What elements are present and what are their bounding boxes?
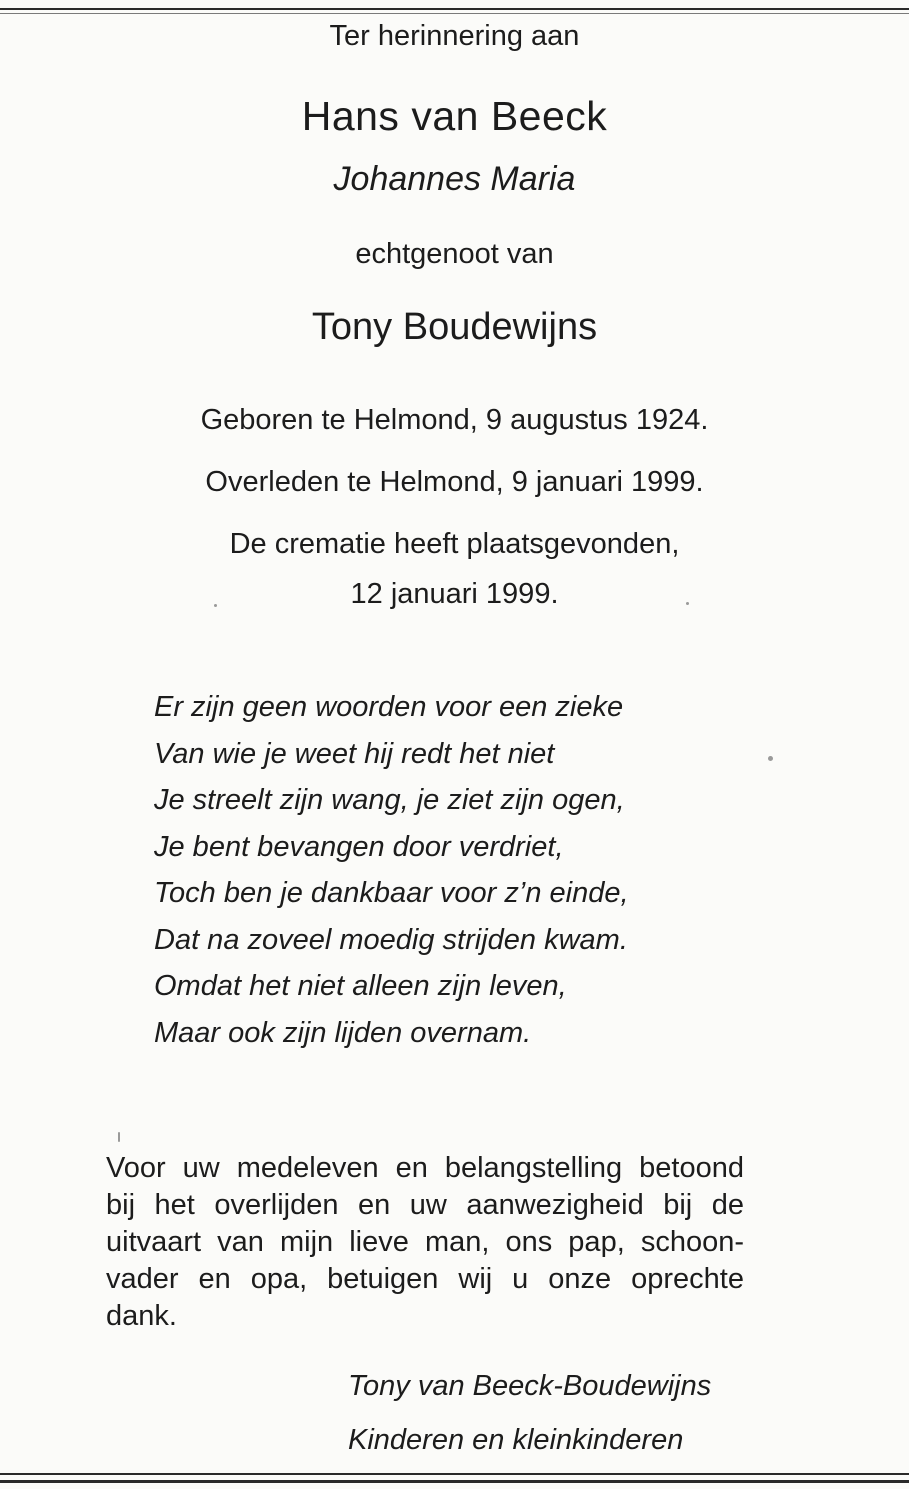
thanks-line: uitvaart van mijn lieve man, ons pap, schoon- (106, 1226, 744, 1258)
cremation-date: 12 januari 1999. (350, 578, 559, 610)
birth-line: Geboren te Helmond, 9 augustus 1924. (200, 404, 709, 436)
poem-line: Dat na zoveel moedig strijden kwam. (154, 923, 628, 956)
signature-family: Kinderen en kleinkinderen (348, 1424, 684, 1456)
poem (154, 684, 629, 1056)
thanks-line: dank. (106, 1300, 177, 1332)
spouse-label: echtgenoot van (355, 238, 554, 270)
scan-speck (214, 604, 217, 607)
signature-spouse: Tony van Beeck-Boudewijns (348, 1370, 712, 1402)
thank-you-paragraph (106, 1150, 744, 1335)
poem-line: Van wie je weet hij redt het niet (154, 737, 555, 770)
deceased-name: Hans van Beeck (301, 93, 608, 139)
scan-speck (686, 602, 689, 605)
poem-line: Er zijn geen woorden voor een zieke (154, 691, 624, 723)
top-border-rule-thin (0, 13, 909, 14)
scan-speck (768, 756, 773, 761)
poem-line: Je streelt zijn wang, je ziet zijn ogen, (154, 784, 625, 816)
poem-line: Omdat het niet alleen zijn leven, (154, 970, 567, 1002)
poem-line: Maar ook zijn lijden overnam. (154, 1016, 532, 1049)
thanks-line: vader en opa, betuigen wij u onze oprechte (106, 1263, 744, 1295)
intro-text: Ter herinnering aan (329, 20, 580, 52)
top-border-rule (0, 8, 909, 10)
poem-line: Je bent bevangen door verdriet, (154, 830, 564, 863)
spouse-name: Tony Boudewijns (311, 306, 598, 348)
thanks-line: Voor uw medeleven en belangstelling betoond (106, 1152, 744, 1184)
bottom-border-rule (0, 1473, 909, 1475)
death-line: Overleden te Helmond, 9 januari 1999. (205, 466, 704, 498)
thanks-line: bij het overlijden en uw aanwezigheid bij de (106, 1189, 744, 1221)
given-names: Johannes Maria (333, 160, 576, 198)
scan-speck (118, 1132, 120, 1142)
cremation-line: De crematie heeft plaatsgevonden, (229, 528, 680, 560)
poem-line: Toch ben je dankbaar voor z’n einde, (154, 877, 629, 909)
bottom-border-rule-thick (0, 1480, 909, 1483)
